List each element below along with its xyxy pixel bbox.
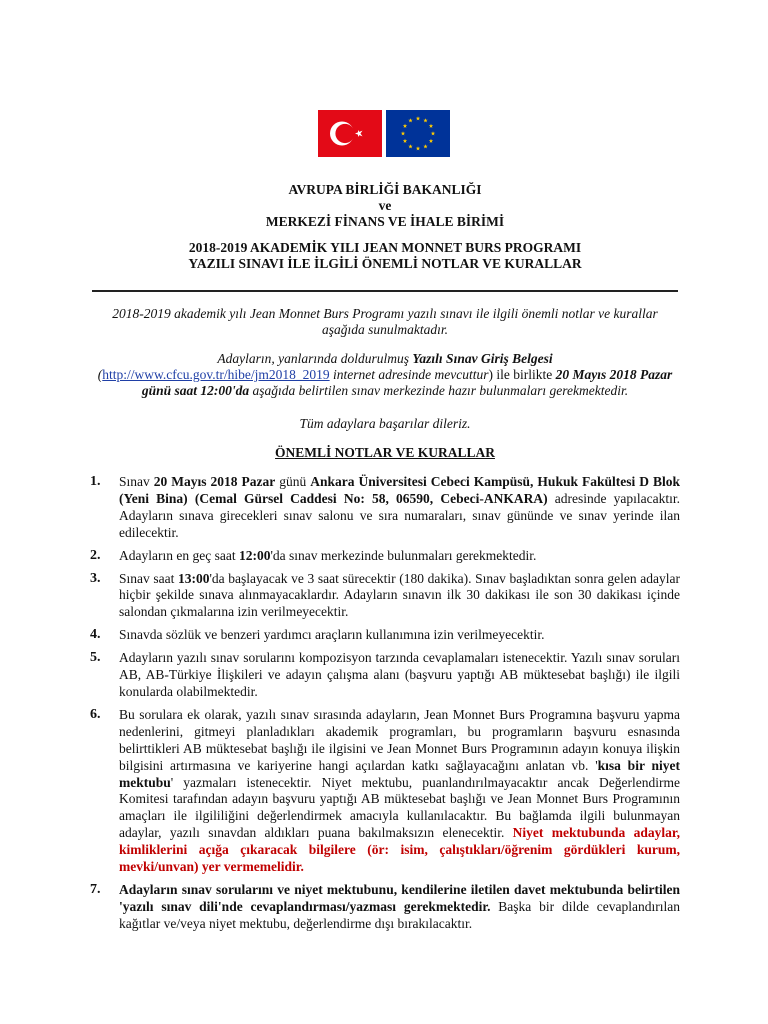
item-text: Adayların yazılı sınav sorularını kompozisyon tarzında cevaplamaları istenecektir. Yazılı sınav soruları AB, AB-Türkiye İlişkileri ve adayın çalışma alanı (başvuru yaptığı AB müktesebat başlığı) ile ilgili konularda olabilmektedir. bbox=[119, 650, 680, 699]
item-number: 2. bbox=[90, 547, 101, 563]
item-number: 7. bbox=[90, 881, 101, 897]
list-item bbox=[90, 571, 680, 622]
header-line-3: MERKEZİ FİNANS VE İHALE BİRİMİ bbox=[265, 214, 505, 229]
list-item bbox=[90, 707, 680, 876]
section-title: ÖNEMLİ NOTLAR VE KURALLAR bbox=[275, 445, 495, 460]
exam-document-link[interactable]: http://www.cfcu.gov.tr/hibe/jm2018_2019 bbox=[102, 367, 330, 382]
intro-paragraph-3: Tüm adaylara başarılar dileriz. bbox=[299, 416, 471, 431]
item-number: 6. bbox=[90, 706, 101, 722]
intro-text: aşağıda belirtilen sınav merkezinde hazır bulunmaları gerekmektedir. bbox=[249, 383, 629, 398]
item-number: 3. bbox=[90, 570, 101, 586]
item-bold: Ankara Üniversitesi Cebeci Kampüsü, Hukuk Fakültesi D Blok (Yeni Bina) (Cemal Gürsel Caddesi No: 58, 06590, Cebeci-ANKARA) bbox=[119, 474, 680, 506]
item-text: günü bbox=[275, 474, 311, 489]
intro-text: internet adresinde mevcuttur bbox=[329, 367, 489, 382]
list-item bbox=[90, 627, 680, 644]
intro-paren: ( bbox=[97, 367, 103, 382]
list-item bbox=[90, 882, 680, 933]
flag-row bbox=[0, 110, 768, 158]
item-number: 4. bbox=[90, 627, 101, 643]
title-line-2: YAZILI SINAVI İLE İLGİLİ ÖNEMLİ NOTLAR VE KURALLAR bbox=[188, 256, 582, 271]
rules-list bbox=[90, 474, 680, 939]
header-line-1: AVRUPA BİRLİĞİ BAKANLIĞI bbox=[288, 182, 482, 197]
item-text: Sınav bbox=[119, 474, 154, 489]
horizontal-divider bbox=[92, 290, 678, 292]
item-warning: Niyet mektubunda adaylar, kimliklerini açığa çıkaracak bilgilere (ör: isim, çalıştıkları/öğrenim gördükleri kurum, mevki/unvan) yer vermemelidir. bbox=[119, 825, 680, 875]
intro-text: Adayların, yanlarında doldurulmuş bbox=[217, 351, 413, 366]
intro-bold-belge: Yazılı Sınav Giriş Belgesi bbox=[412, 351, 553, 366]
item-text: Sınavda sözlük ve benzeri yardımcı araçların kullanımına izin verilmeyecektir. bbox=[119, 627, 545, 643]
header-line-2: ve bbox=[378, 198, 392, 213]
eu-flag-icon bbox=[386, 110, 450, 157]
item-text: Adayların en geç saat bbox=[119, 547, 239, 563]
intro-bold-date: 20 Mayıs 2018 Pazar günü saat 12:00'da bbox=[141, 367, 673, 398]
item-text: adresinde yapılacaktır. Adayların sınava girecekleri sınav salonu ve sıra numaraları, sınav gününde ve sınav yerinde ilan edilecektir. bbox=[119, 490, 681, 540]
item-text: Sınav saat bbox=[119, 570, 178, 586]
item-text: 'da başlayacak ve 3 saat sürecektir (180 dakika). Sınav başladıktan sonra gelen adaylar hiçbir şekilde sınava alınmayacaklardır. Adayların sınavın ilk 30 dakikası ile son 30 dakikası içinde salondan çıkmalarına izin verilmeyecektir. bbox=[119, 570, 680, 620]
intro-text: ) ile birlikte bbox=[488, 367, 556, 382]
turkish-flag-icon bbox=[318, 110, 382, 157]
item-bold: Adayların sınav sorularını ve niyet mektubunu, kendilerine iletilen davet mektubunda belirtilen 'yazılı sınav dili'nde cevaplandırması/yazması gerekmektedir. bbox=[119, 881, 680, 914]
intro-paragraph-2 bbox=[90, 351, 680, 399]
item-text: Başka bir dilde cevaplandırılan kağıtlar ve/veya niyet mektubu, değerlendirme dışı bırakılacaktır. bbox=[119, 898, 680, 931]
item-bold: kısa bir niyet mektubu bbox=[119, 757, 680, 790]
document-title bbox=[90, 240, 680, 272]
item-text: ' yazmaları istenecektir. Niyet mektubu, puanlandırılmayacaktır ancak Değerlendirme Komitesi tarafından adayın başvuru yaptığı AB müktesebat başlığı ve Jean Monnet Burs Programının amaçları ile ilgililiğini değerlendirmek amacıyla kullanılacaktır. Bu bağlamda ilgili bulunmayan adaylar, yazılı sınavdan aldıkları puana bakılmaksızın elenecektir. bbox=[119, 774, 680, 841]
list-item bbox=[90, 650, 680, 701]
intro-paragraph-1: 2018-2019 akademik yılı Jean Monnet Burs Programı yazılı sınavı ile ilgili önemli notlar ve kurallar aşağıda sunulmaktadır. bbox=[112, 306, 658, 337]
item-number: 5. bbox=[90, 650, 101, 666]
item-bold: 12:00 bbox=[238, 547, 271, 563]
list-item bbox=[90, 548, 680, 565]
item-bold: 20 Mayıs 2018 Pazar bbox=[153, 474, 276, 489]
item-bold: 13:00 bbox=[177, 570, 210, 586]
item-number: 1. bbox=[90, 474, 101, 489]
list-item bbox=[90, 474, 680, 542]
item-text: Bu sorulara ek olarak, yazılı sınav sırasında adayların, Jean Monnet Burs Programına başvuru yapma nedenlerini, gitmeyi planladıkları akademik programları, bu programların başvuru esnasında belirttikleri AB müktesebat başlığı ile ilgisini ve Jean Monnet Burs Programının adayın konuya ilişkin bilgisini artırmasına ve kariyerine hangi açılardan katkı sağlayacağını anlatan vb. ' bbox=[119, 706, 680, 773]
ministry-header bbox=[90, 182, 680, 230]
item-text: 'da sınav merkezinde bulunmaları gerekmektedir. bbox=[270, 547, 537, 563]
title-line-1: 2018-2019 AKADEMİK YILI JEAN MONNET BURS PROGRAMI bbox=[188, 240, 582, 255]
